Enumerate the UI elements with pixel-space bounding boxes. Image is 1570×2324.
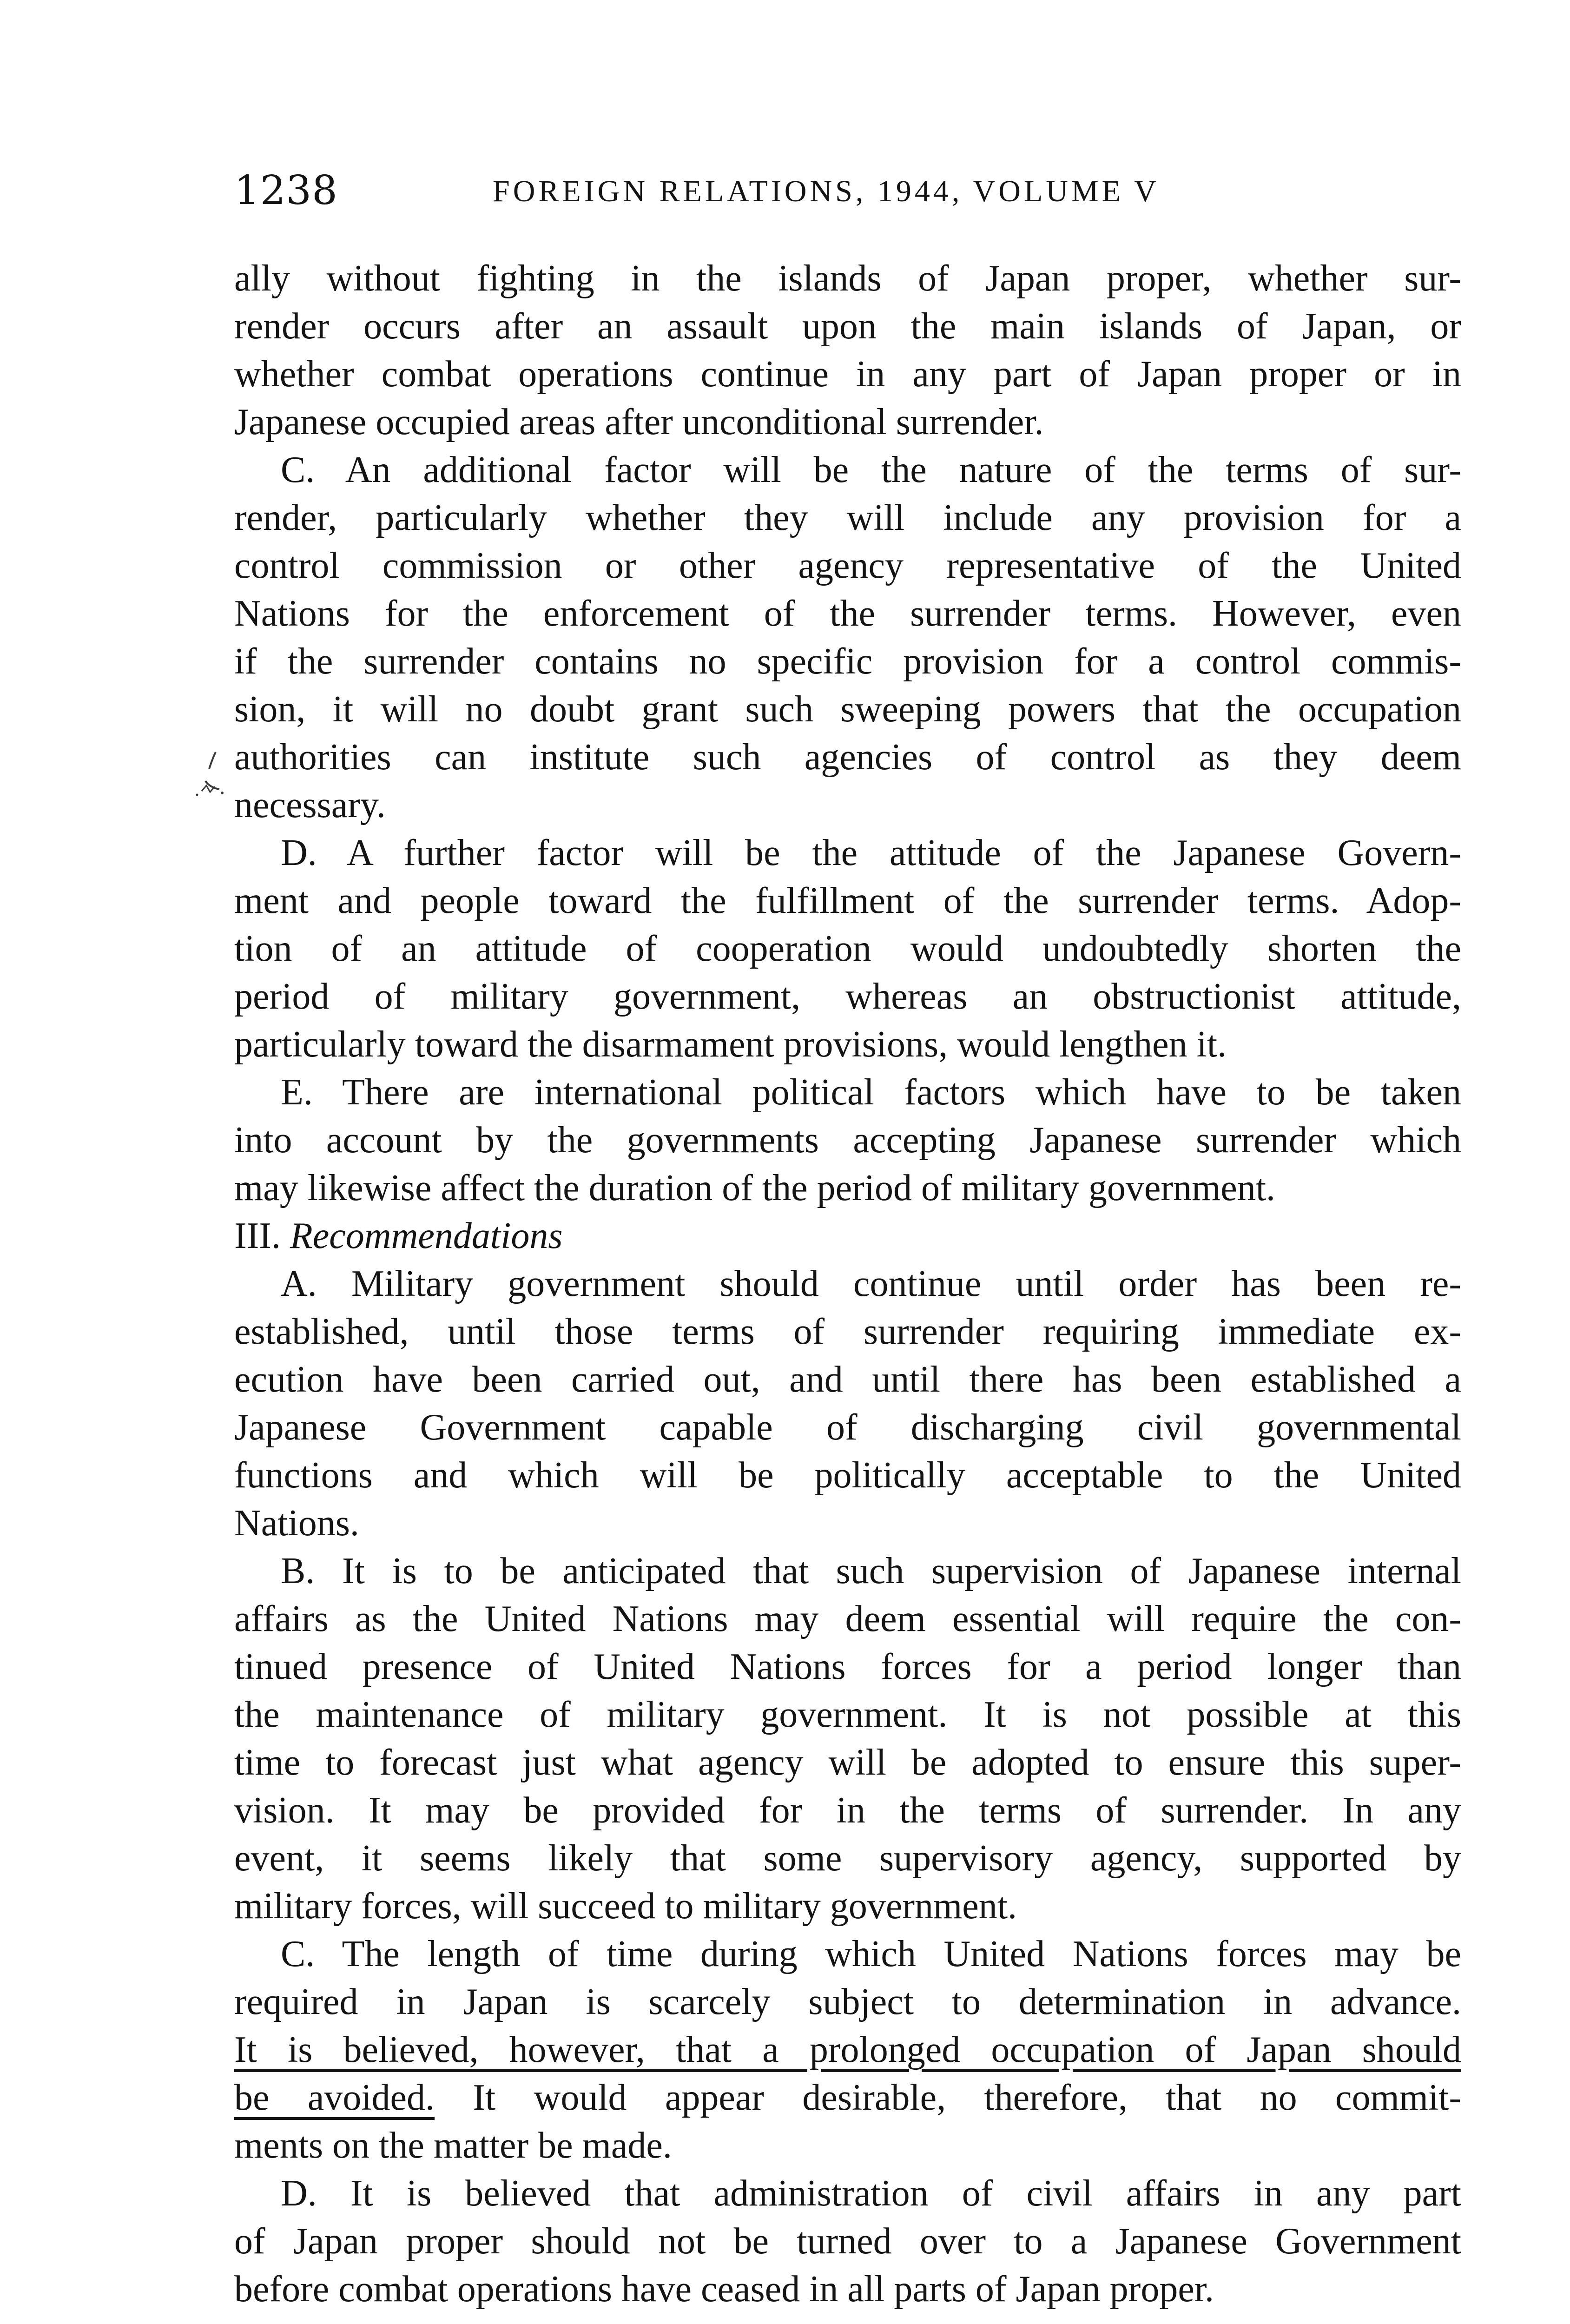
paragraph-d-civil-affairs xyxy=(234,2170,1461,2313)
paragraph-d-attitude xyxy=(234,829,1461,1069)
text-line: necessary. xyxy=(234,785,386,825)
running-head: FOREIGN RELATIONS, 1944, VOLUME V xyxy=(493,174,1160,208)
text-line: control commission or other agency representative of the United xyxy=(234,545,1461,586)
text-line: of Japan proper should not be turned over to a Japanese Government xyxy=(234,2221,1461,2262)
text-line: military forces, will succeed to military government. xyxy=(234,1886,1017,1927)
text-line: render, particularly whether they will include any provision for a xyxy=(234,497,1461,538)
text-line: Japanese occupied areas after unconditional surrender. xyxy=(234,402,1044,442)
text-line: sion, it will no doubt grant such sweeping powers that the occupation xyxy=(234,689,1461,730)
text-line: C. An additional factor will be the nature of the terms of sur- xyxy=(281,449,1461,490)
section-title: Recommendations xyxy=(290,1215,563,1256)
text-line: may likewise affect the duration of the period of military government. xyxy=(234,1168,1276,1208)
text-line: authorities can institute such agencies of control as they deem xyxy=(234,737,1461,778)
text-line: tion of an attitude of cooperation would undoubtedly shorten the xyxy=(234,928,1461,969)
text-line: into account by the governments accepting Japanese surrender which xyxy=(234,1120,1461,1161)
text-line: Japanese Government capable of discharging civil governmental xyxy=(234,1407,1461,1448)
text-line: if the surrender contains no specific provision for a control commis- xyxy=(234,641,1461,682)
text-line: D. A further factor will be the attitude of the Japanese Govern- xyxy=(281,832,1461,873)
text-line: required in Japan is scarcely subject to determination in advance. xyxy=(234,1981,1461,2022)
text-line: A. Military government should continue until order has been re- xyxy=(281,1263,1461,1304)
text-line: Nations. xyxy=(234,1503,359,1544)
text-line: functions and which will be politically acceptable to the United xyxy=(234,1455,1461,1496)
section-heading xyxy=(234,1212,1461,1260)
text-line: ment and people toward the fulfillment of the surrender terms. Adop- xyxy=(234,880,1461,921)
text-line: ments on the matter be made. xyxy=(234,2125,672,2166)
text-line: established, until those terms of surrender requiring immediate ex- xyxy=(234,1311,1461,1352)
underlined-phrase: be avoided. xyxy=(234,2077,435,2118)
text-line: the maintenance of military government. It is not possible at this xyxy=(234,1694,1461,1735)
paragraph-c-terms xyxy=(234,446,1461,829)
section-number: III. xyxy=(234,1215,281,1256)
text-line: period of military government, whereas an obstructionist attitude, xyxy=(234,976,1461,1017)
paragraph-a-military-government xyxy=(234,1260,1461,1547)
text-line: render occurs after an assault upon the main islands of Japan, or xyxy=(234,306,1461,347)
text-line: ally without fighting in the islands of Japan proper, whether sur- xyxy=(234,258,1461,299)
paragraph-b-supervision xyxy=(234,1547,1461,1930)
text-line: E. There are international political factors which have to be taken xyxy=(281,1072,1461,1113)
text-line: affairs as the United Nations may deem essential will require the con- xyxy=(234,1598,1461,1639)
text-line: whether combat operations continue in any part of Japan proper or in xyxy=(234,354,1461,395)
paragraph-continuation xyxy=(234,255,1461,446)
text-line: tinued presence of United Nations forces for a period longer than xyxy=(234,1646,1461,1687)
margin-mark-icon xyxy=(192,748,230,804)
text-line xyxy=(234,2074,1461,2122)
text-line: particularly toward the disarmament provisions, would lengthen it. xyxy=(234,1024,1227,1065)
body-text xyxy=(234,255,1461,2313)
page-header xyxy=(234,163,1461,218)
text-line: Nations for the enforcement of the surrender terms. However, even xyxy=(234,593,1461,634)
paragraph-c-occupation-length xyxy=(234,1930,1461,2170)
text-line: C. The length of time during which United Nations forces may be xyxy=(281,1934,1461,1974)
text-line: before combat operations have ceased in all parts of Japan proper. xyxy=(234,2269,1214,2310)
page-number: 1238 xyxy=(234,167,338,214)
paragraph-e-international xyxy=(234,1069,1461,1212)
text-line: event, it seems likely that some supervisory agency, supported by xyxy=(234,1838,1461,1879)
underlined-text-line: It is believed, however, that a prolonged occupation of Japan should xyxy=(234,2029,1461,2070)
text-line: vision. It may be provided for in the terms of surrender. In any xyxy=(234,1790,1461,1831)
text-line: B. It is to be anticipated that such supervision of Japanese internal xyxy=(281,1551,1461,1591)
text-line: time to forecast just what agency will be adopted to ensure this super- xyxy=(234,1742,1461,1783)
text-fragment: It would appear desirable, therefore, that no commit- xyxy=(435,2077,1462,2118)
text-line: D. It is believed that administration of civil affairs in any part xyxy=(281,2173,1461,2214)
text-line: ecution have been carried out, and until there has been established a xyxy=(234,1359,1461,1400)
